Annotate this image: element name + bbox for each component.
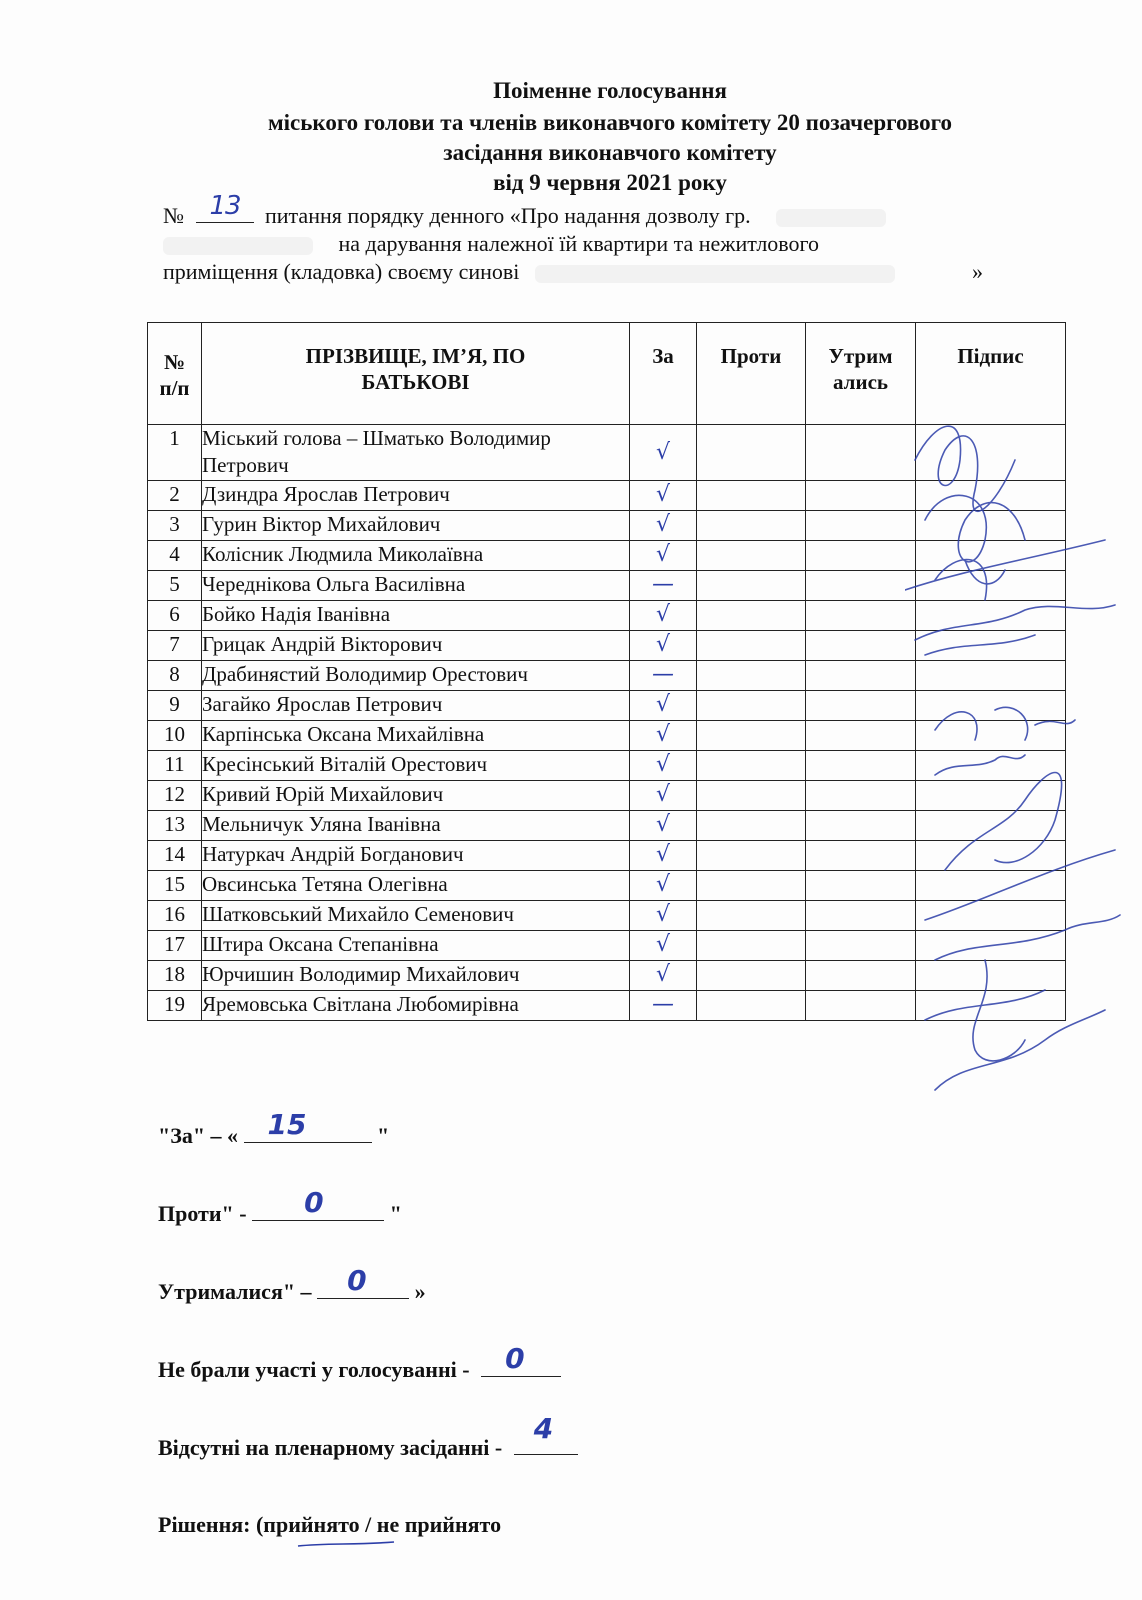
row-number: 11 (148, 751, 202, 781)
summary-decision-label: Рішення: (прийнято / не прийнято (158, 1512, 502, 1537)
row-signature (916, 721, 1066, 751)
vote-mark: √ (655, 932, 671, 957)
vote-mark: √ (655, 962, 671, 987)
row-number: 4 (148, 541, 202, 571)
row-abstained (806, 511, 916, 541)
vote-mark: √ (655, 842, 671, 867)
row-for-mark (630, 691, 697, 721)
row-number: 10 (148, 721, 202, 751)
row-number: 3 (148, 511, 202, 541)
row-number: 9 (148, 691, 202, 721)
table-header-row (148, 323, 1066, 425)
summary-not-voted-field (481, 1342, 561, 1377)
table-row (148, 661, 1066, 691)
row-number: 13 (148, 811, 202, 841)
row-name: Яремовська Світлана Любомирівна (202, 991, 630, 1021)
table-row (148, 871, 1066, 901)
row-abstained (806, 931, 916, 961)
row-signature (916, 601, 1066, 631)
row-abstained (806, 631, 916, 661)
summary-absent-value: 4 (533, 1412, 554, 1445)
summary-not-voted-label: Не брали участі у голосуванні - (158, 1357, 470, 1382)
row-against (697, 571, 806, 601)
summary-abstained-end: » (414, 1279, 426, 1304)
table-row (148, 511, 1066, 541)
row-name: Колісник Людмила Миколаївна (202, 541, 630, 571)
row-against (697, 871, 806, 901)
row-name: Загайко Ярослав Петрович (202, 691, 630, 721)
table-row (148, 751, 1066, 781)
row-abstained (806, 541, 916, 571)
row-against (697, 781, 806, 811)
vote-mark: √ (655, 812, 671, 837)
row-abstained (806, 661, 916, 691)
row-abstained (806, 571, 916, 601)
row-against (697, 721, 806, 751)
header-abstained: Утрим ались (806, 323, 916, 425)
row-number: 17 (148, 931, 202, 961)
row-abstained (806, 811, 916, 841)
summary-for (158, 1108, 390, 1149)
table-row (148, 841, 1066, 871)
row-number: 15 (148, 871, 202, 901)
row-number: 19 (148, 991, 202, 1021)
row-signature (916, 751, 1066, 781)
row-for-mark (630, 841, 697, 871)
row-name: Гурин Віктор Михайлович (202, 511, 630, 541)
row-signature (916, 781, 1066, 811)
redacted-name (163, 237, 313, 255)
row-number: 18 (148, 961, 202, 991)
summary-not-voted-value: 0 (505, 1342, 525, 1375)
row-against (697, 751, 806, 781)
summary-against (158, 1186, 402, 1227)
row-for-mark (630, 601, 697, 631)
table-row (148, 961, 1066, 991)
row-number: 16 (148, 901, 202, 931)
header-num: № п/п (148, 323, 202, 425)
row-against (697, 511, 806, 541)
table-row (148, 571, 1066, 601)
row-name: Бойко Надія Іванівна (202, 601, 630, 631)
summary-absent-label: Відсутні на пленарному засіданні - (158, 1435, 503, 1460)
summary-for-value: 15 (267, 1108, 307, 1141)
vote-mark: √ (655, 602, 671, 627)
row-for-mark (630, 961, 697, 991)
row-for-mark (630, 661, 697, 691)
summary-abstained-label: Утрималися" – (158, 1279, 312, 1304)
agenda-number-field (196, 191, 254, 223)
row-name: Дзиндра Ярослав Петрович (202, 481, 630, 511)
row-signature (916, 631, 1066, 661)
table-row (148, 425, 1066, 481)
vote-mark: √ (655, 512, 671, 537)
table-row (148, 721, 1066, 751)
row-name: Овсинська Тетяна Олегівна (202, 871, 630, 901)
row-abstained (806, 781, 916, 811)
title-line-2: міського голови та членів виконавчого комітету 20 позачергового (267, 110, 953, 135)
summary-against-label: Проти" - (158, 1201, 247, 1226)
vote-mark: √ (655, 782, 671, 807)
title-line-3: засідання виконавчого комітету (443, 140, 777, 165)
row-for-mark (630, 871, 697, 901)
row-against (697, 991, 806, 1021)
row-against (697, 811, 806, 841)
vote-mark: — (652, 572, 674, 597)
row-number: 2 (148, 481, 202, 511)
row-for-mark (630, 781, 697, 811)
header-signature: Підпис (916, 323, 1066, 425)
row-signature (916, 961, 1066, 991)
summary-against-field (252, 1186, 384, 1221)
summary-against-value: 0 (304, 1186, 324, 1219)
row-for-mark (630, 931, 697, 961)
summary-decision (158, 1512, 501, 1538)
table-row (148, 601, 1066, 631)
row-against (697, 961, 806, 991)
row-signature (916, 571, 1066, 601)
subject-closing-quote: » (972, 259, 983, 284)
vote-mark: √ (655, 440, 671, 465)
number-prefix: № (163, 203, 184, 228)
row-number: 1 (148, 425, 202, 481)
vote-mark: √ (655, 482, 671, 507)
table-row (148, 631, 1066, 661)
header-against: Проти (697, 323, 806, 425)
voting-table (147, 322, 1066, 1021)
row-signature (916, 661, 1066, 691)
row-for-mark (630, 541, 697, 571)
row-abstained (806, 901, 916, 931)
row-against (697, 541, 806, 571)
row-against (697, 841, 806, 871)
row-for-mark (630, 901, 697, 931)
row-against (697, 661, 806, 691)
vote-mark: — (652, 662, 674, 687)
row-number: 14 (148, 841, 202, 871)
table-row (148, 691, 1066, 721)
row-abstained (806, 961, 916, 991)
row-against (697, 901, 806, 931)
row-abstained (806, 691, 916, 721)
row-for-mark (630, 481, 697, 511)
row-number: 6 (148, 601, 202, 631)
table-row (148, 991, 1066, 1021)
row-for-mark (630, 631, 697, 661)
vote-mark: √ (655, 692, 671, 717)
row-for-mark (630, 991, 697, 1021)
row-for-mark (630, 571, 697, 601)
row-number: 7 (148, 631, 202, 661)
row-signature (916, 481, 1066, 511)
row-signature (916, 425, 1066, 481)
row-abstained (806, 481, 916, 511)
row-against (697, 425, 806, 481)
row-abstained (806, 721, 916, 751)
row-against (697, 691, 806, 721)
row-signature (916, 991, 1066, 1021)
row-abstained (806, 841, 916, 871)
row-signature (916, 901, 1066, 931)
row-name: Кривий Юрій Михайлович (202, 781, 630, 811)
row-name: Юрчишин Володимир Михайлович (202, 961, 630, 991)
subject-line-2: на дарування належної їй квартири та нежитлового (338, 231, 820, 256)
decision-underline-mark (296, 1540, 396, 1550)
vote-mark: √ (655, 902, 671, 927)
row-name: Штира Оксана Степанівна (202, 931, 630, 961)
title-line-1: Поіменне голосування (493, 78, 727, 103)
table-row (148, 781, 1066, 811)
row-name: Натуркач Андрій Богданович (202, 841, 630, 871)
header-for: За (630, 323, 697, 425)
vote-mark: √ (655, 542, 671, 567)
agenda-number-handwritten: 13 (209, 191, 241, 221)
row-against (697, 601, 806, 631)
row-signature (916, 841, 1066, 871)
row-name: Міський голова – Шматько Володимир Петрович (202, 425, 630, 481)
row-signature (916, 871, 1066, 901)
vote-mark: — (652, 992, 674, 1017)
row-against (697, 931, 806, 961)
summary-against-end: " (389, 1201, 402, 1226)
summary-for-field (244, 1108, 372, 1143)
row-name: Кресінський Віталій Орестович (202, 751, 630, 781)
subject-line-1: питання порядку денного «Про надання дозволу гр. (265, 203, 751, 228)
row-signature (916, 691, 1066, 721)
row-name: Череднікова Ольга Василівна (202, 571, 630, 601)
row-name: Драбинястий Володимир Орестович (202, 661, 630, 691)
redacted-name (776, 209, 886, 227)
summary-for-end: " (377, 1123, 390, 1148)
row-name: Шатковський Михайло Семенович (202, 901, 630, 931)
row-against (697, 631, 806, 661)
vote-mark: √ (655, 722, 671, 747)
subject-line-3: приміщення (кладовка) своєму синові (163, 259, 520, 284)
row-signature (916, 541, 1066, 571)
table-row (148, 541, 1066, 571)
row-for-mark (630, 721, 697, 751)
row-abstained (806, 601, 916, 631)
row-name: Грицак Андрій Вікторович (202, 631, 630, 661)
row-signature (916, 931, 1066, 961)
row-for-mark (630, 425, 697, 481)
row-name: Карпінська Оксана Михайлівна (202, 721, 630, 751)
table-row (148, 481, 1066, 511)
title-line-4: від 9 червня 2021 року (493, 170, 727, 195)
redacted-name (535, 265, 895, 283)
summary-absent-field (514, 1412, 578, 1455)
table-row (148, 931, 1066, 961)
vote-mark: √ (655, 872, 671, 897)
table-row (148, 811, 1066, 841)
row-name: Мельничук Уляна Іванівна (202, 811, 630, 841)
row-abstained (806, 991, 916, 1021)
vote-mark: √ (655, 632, 671, 657)
row-abstained (806, 871, 916, 901)
vote-mark: √ (655, 752, 671, 777)
row-abstained (806, 751, 916, 781)
summary-not-voted (158, 1342, 561, 1383)
row-for-mark (630, 511, 697, 541)
summary-abstained (158, 1264, 426, 1305)
row-abstained (806, 425, 916, 481)
row-for-mark (630, 811, 697, 841)
summary-absent (158, 1412, 578, 1461)
row-signature (916, 511, 1066, 541)
row-number: 8 (148, 661, 202, 691)
row-number: 12 (148, 781, 202, 811)
summary-abstained-value: 0 (347, 1264, 367, 1297)
table-row (148, 901, 1066, 931)
summary-abstained-field (317, 1264, 409, 1299)
row-number: 5 (148, 571, 202, 601)
row-signature (916, 811, 1066, 841)
summary-for-label: "За" – « (158, 1123, 239, 1148)
row-against (697, 481, 806, 511)
row-for-mark (630, 751, 697, 781)
header-name: ПРІЗВИЩЕ, ІМ’Я, ПО БАТЬКОВІ (202, 323, 630, 425)
